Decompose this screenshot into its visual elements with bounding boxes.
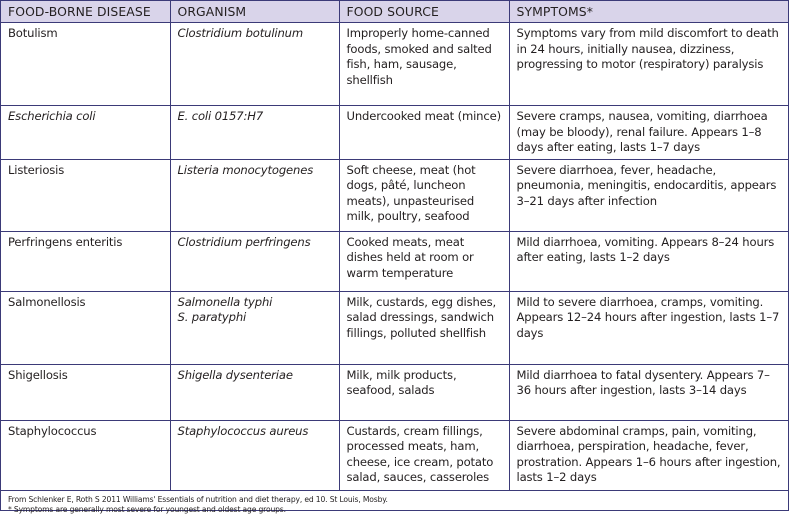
cell-food-source: Milk, custards, egg dishes, salad dressings, sandwich fillings, polluted shellfish <box>339 291 509 364</box>
symptoms-footnote: * Symptoms are generally most severe for youngest and oldest age groups. <box>8 504 286 514</box>
header-organism: ORGANISM <box>170 1 339 23</box>
cell-organism <box>170 291 339 364</box>
cell-symptoms: Mild diarrhoea, vomiting. Appears 8–24 hours after eating, lasts 1–2 days <box>509 231 788 291</box>
cell-food-source: Milk, milk products, seafood, salads <box>339 364 509 420</box>
organism-name: E. coli 0157:H7 <box>177 109 264 123</box>
table-row <box>1 291 788 364</box>
cell-symptoms: Symptoms vary from mild discomfort to death in 24 hours, initially nausea, dizziness, progressing to motor (respiratory) paralysis <box>509 23 788 106</box>
cell-food-source: Undercooked meat (mince) <box>339 106 509 160</box>
organism-name: Shigella dysenteriae <box>177 367 293 382</box>
table-row <box>1 159 788 231</box>
cell-organism <box>170 231 339 291</box>
cell-symptoms: Severe diarrhoea, fever, headache, pneumonia, meningitis, endocarditis, appears 3–21 days after infection <box>509 159 788 231</box>
table-row <box>1 23 788 106</box>
cell-food-source: Soft cheese, meat (hot dogs, pâté, luncheon meats), unpasteurised milk, poultry, seafood <box>339 159 509 231</box>
food-borne-disease-table <box>1 1 788 491</box>
table-row <box>1 364 788 420</box>
cell-disease: Botulism <box>1 23 170 106</box>
cell-organism <box>170 159 339 231</box>
table-header-row <box>1 1 788 23</box>
organism-name: Salmonella typhi <box>177 294 273 309</box>
cell-food-source: Cooked meats, meat dishes held at room or warm temperature <box>339 231 509 291</box>
cell-disease: Staphylococcus <box>1 420 170 490</box>
organism-name: Clostridium botulinum <box>177 26 304 40</box>
cell-symptoms: Severe cramps, nausea, vomiting, diarrhoea (may be bloody), renal failure. Appears 1–8 days after eating, lasts 1–7 days <box>509 106 788 160</box>
cell-disease: Escherichia coli <box>1 106 170 160</box>
cell-disease: Perfringens enteritis <box>1 231 170 291</box>
header-symptoms: SYMPTOMS* <box>509 1 788 23</box>
cell-symptoms: Severe abdominal cramps, pain, vomiting, diarrhoea, perspiration, headache, fever, prostration. Appears 1–6 hours after ingestion, lasts 1–2 days <box>509 420 788 490</box>
cell-food-source: Improperly home-canned foods, smoked and salted fish, ham, sausage, shellfish <box>339 23 509 106</box>
cell-food-source: Custards, cream fillings, processed meats, ham, cheese, ice cream, potato salad, sauces, casseroles <box>339 420 509 490</box>
table-row <box>1 231 788 291</box>
organism-name: Staphylococcus aureus <box>177 423 309 438</box>
table-row <box>1 106 788 160</box>
table-row <box>1 420 788 490</box>
cell-organism <box>170 106 339 160</box>
cell-organism <box>170 364 339 420</box>
organism-name: Clostridium perfringens <box>177 234 311 249</box>
source-citation: From Schlenker E, Roth S 2011 Williams' Essentials of nutrition and diet therapy, ed 10. St Louis, Mosby. <box>8 494 388 504</box>
cell-organism <box>170 420 339 490</box>
cell-disease: Salmonellosis <box>1 291 170 364</box>
organism-name: S. paratyphi <box>177 310 247 324</box>
cell-disease: Shigellosis <box>1 364 170 420</box>
cell-disease: Listeriosis <box>1 159 170 231</box>
header-disease: FOOD-BORNE DISEASE <box>1 1 170 23</box>
cell-symptoms: Mild to severe diarrhoea, cramps, vomiting. Appears 12–24 hours after ingestion, lasts 1–7 days <box>509 291 788 364</box>
header-food-source: FOOD SOURCE <box>339 1 509 23</box>
organism-name: Listeria monocytogenes <box>177 162 314 177</box>
cell-organism <box>170 23 339 106</box>
cell-symptoms: Mild diarrhoea to fatal dysentery. Appears 7–36 hours after ingestion, lasts 3–14 days <box>509 364 788 420</box>
